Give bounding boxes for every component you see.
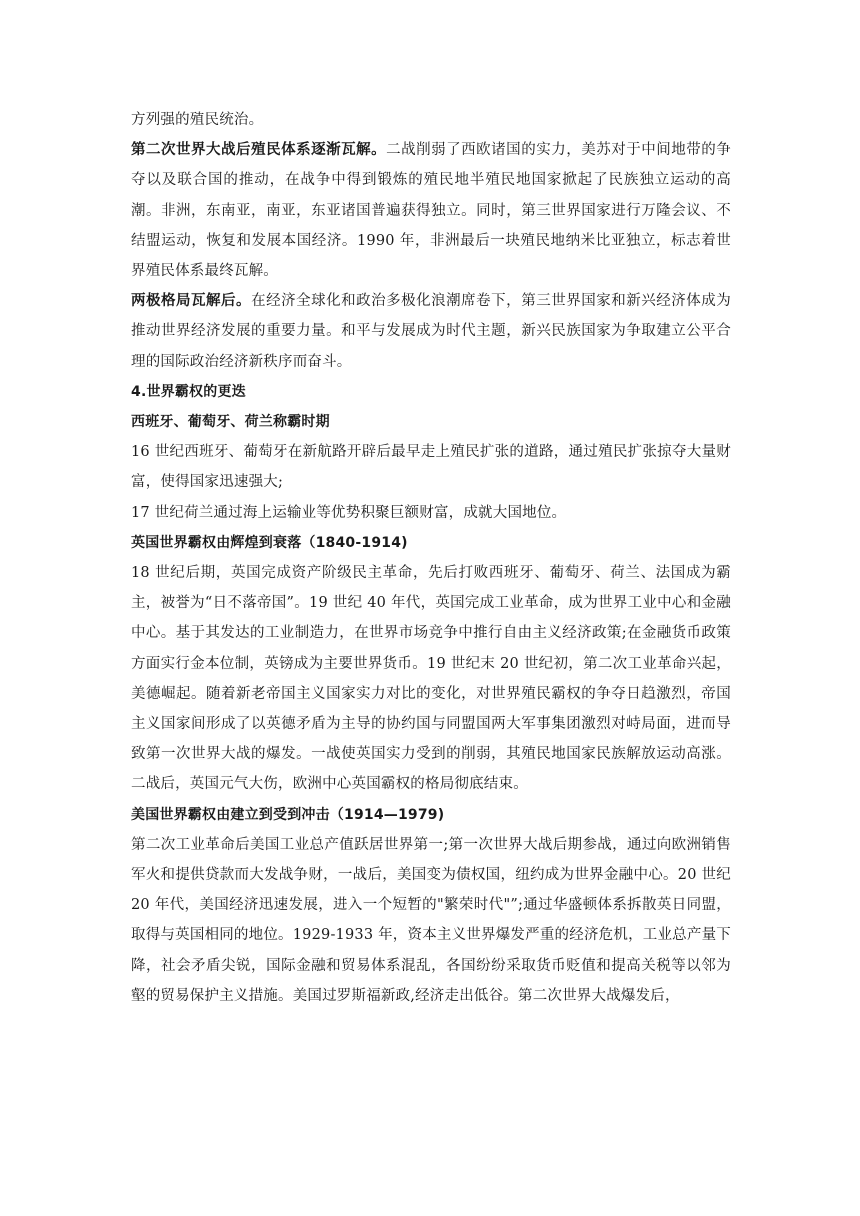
paragraph-lead: 两极格局瓦解后。 <box>131 293 252 310</box>
subsection-heading: 英国世界霸权由辉煌到衰落（1840-1914) <box>131 534 408 551</box>
document-body <box>131 105 731 1011</box>
paragraph-netherlands: 17 世纪荷兰通过海上运输业等优势积聚巨额财富，成就大国地位。 <box>131 504 567 521</box>
paragraph-britain: 18 世纪后期，英国完成资产阶级民主革命，先后打败西班牙、葡萄牙、荷兰、法国成为霸主，被誉为“日不落帝国”。19 世纪 40 年代，英国完成工业革命，成为世界工业中心和金融中心。基于其发达的工业制造力，在世界市场竞争中推行自由主义经济政策;在金融货币政策方面实行金本位制，英镑成为主要世界货币。19 世纪末 20 世纪初，第二次工业革命兴起，美德崛起。随着新老帝国主义国家实力对比的变化，对世界殖民霸权的争夺日趋激烈，帝国主义国家间形成了以英德矛盾为主导的协约国与同盟国两大军事集团激烈对峙局面，进而导致第一次世界大战的爆发。一战使英国实力受到的削弱，其殖民地国家民族解放运动高涨。二战后，英国元气大伤，欧洲中心英国霸权的格局彻底结束。 <box>131 565 731 793</box>
subsection-heading: 西班牙、葡萄牙、荷兰称霸时期 <box>131 414 330 431</box>
section-heading: 4.世界霸权的更迭 <box>131 383 246 400</box>
paragraph-continuation: 方列强的殖民统治。 <box>131 112 264 128</box>
paragraph-lead: 第二次世界大战后殖民体系逐渐瓦解。 <box>131 142 387 159</box>
paragraph-text: 在经济全球化和政治多极化浪潮席卷下，第三世界国家和新兴经济体成为推动世界经济发展的重要力量。和平与发展成为时代主题，新兴民族国家为争取建立公平合理的国际政治经济新秩序而奋斗。 <box>131 293 731 370</box>
subsection-heading: 美国世界霸权由建立到受到冲击（1914—1979) <box>131 806 445 823</box>
paragraph-spain-portugal: 16 世纪西班牙、葡萄牙在新航路开辟后最早走上殖民扩张的道路，通过殖民扩张掠夺大量财富，使得国家迅速强大; <box>131 444 731 491</box>
paragraph-bipolar-collapse <box>131 286 731 377</box>
paragraph-text: 二战削弱了西欧诸国的实力，美苏对于中间地带的争夺以及联合国的推动，在战争中得到锻炼的殖民地半殖民地国家掀起了民族独立运动的高潮。非洲，东南亚，南亚，东亚诸国普遍获得独立。同时，第三世界国家进行万隆会议、不结盟运动，恢复和发展本国经济。1990 年，非洲最后一块殖民地纳米比亚独立，标志着世界殖民体系最终瓦解。 <box>131 142 731 280</box>
paragraph-usa: 第二次工业革命后美国工业总产值跃居世界第一;第一次世界大战后期参战，通过向欧洲销售军火和提供贷款而大发战争财，一战后，美国变为债权国，纽约成为世界金融中心。20 世纪 20 年代，美国经济迅速发展，进入一个短暂的"繁荣时代"”;通过华盛顿体系拆散英日同盟，取得与英国相同的地位。1929-1933 年，资本主义世界爆发严重的经济危机，工业总产量下降，社会矛盾尖锐，国际金融和贸易体系混乱，各国纷纷采取货币贬值和提高关税等以邻为壑的贸易保护主义措施。美国过罗斯福新政,经济走出低谷。第二次世界大战爆发后， <box>131 836 731 1004</box>
paragraph-decolonization <box>131 135 731 286</box>
